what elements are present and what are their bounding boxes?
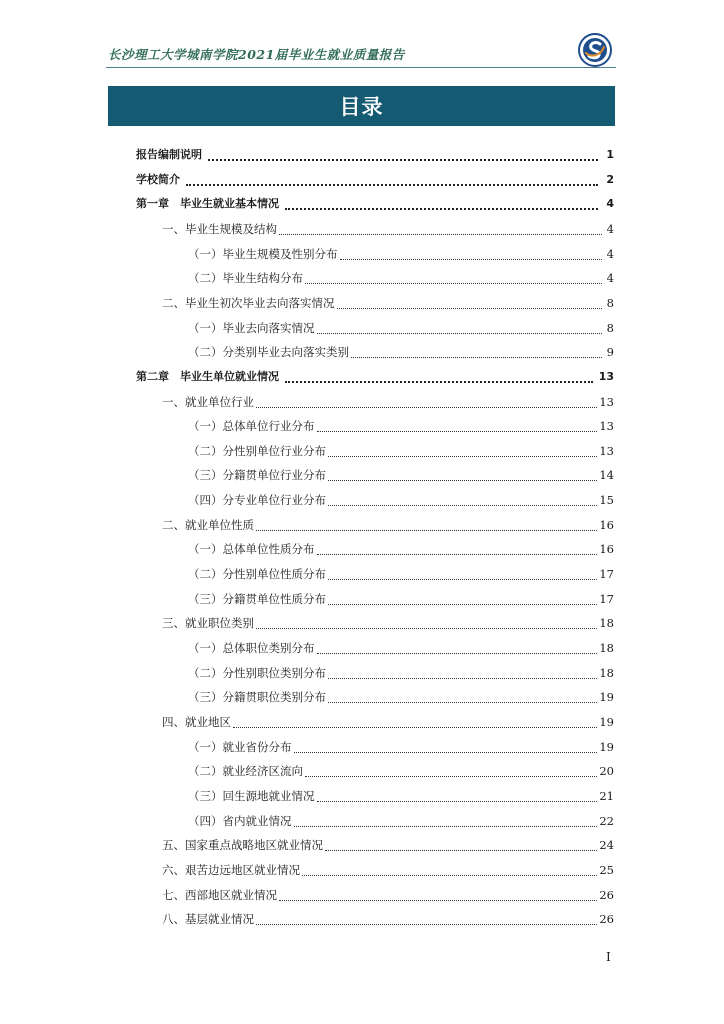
toc-entry[interactable]: [188, 443, 614, 459]
toc-entry-page: 18: [599, 666, 614, 680]
toc-entry-label: （三）回生源地就业情况: [188, 789, 315, 803]
toc-entry-page: 17: [599, 567, 614, 581]
toc-leader-dots: [279, 224, 602, 235]
toc-entry-page: 16: [599, 542, 614, 556]
toc-entry-page: 13: [599, 395, 614, 409]
toc-entry[interactable]: [188, 492, 614, 508]
toc-entry-label: （二）分性别单位行业分布: [188, 444, 326, 458]
toc-entry[interactable]: [188, 591, 614, 607]
toc-leader-dots: [340, 249, 603, 260]
toc-leader-dots: [328, 446, 597, 457]
toc-leader-dots: [317, 791, 598, 802]
toc-entry-page: 19: [599, 715, 614, 729]
toc-entry[interactable]: [162, 862, 614, 878]
toc-entry-page: 13: [598, 370, 614, 383]
toc-entry[interactable]: [188, 566, 614, 582]
toc-entry-label: 八、基层就业情况: [162, 912, 254, 926]
toc-entry-page: 14: [599, 468, 614, 482]
toc-entry-page: 2: [606, 173, 614, 186]
toc-leader-dots: [208, 150, 598, 161]
toc-entry-label: （二）毕业生结构分布: [188, 271, 303, 285]
toc-entry-page: 22: [599, 814, 614, 828]
toc-entry[interactable]: [162, 837, 614, 853]
toc-entry[interactable]: [162, 887, 614, 903]
toc-entry-label: （二）分性别单位性质分布: [188, 567, 326, 581]
toc-leader-dots: [256, 914, 597, 925]
toc-leader-dots: [317, 421, 598, 432]
toc-entry-label: （一）总体单位性质分布: [188, 542, 315, 556]
toc-entry-label: （二）分类别毕业去向落实类别: [188, 345, 349, 359]
toc-leader-dots: [233, 717, 597, 728]
toc-leader-dots: [285, 199, 598, 210]
toc-entry-label: 四、就业地区: [162, 715, 231, 729]
toc-entry[interactable]: [188, 689, 614, 705]
toc-leader-dots: [256, 397, 597, 408]
toc-entry[interactable]: [188, 640, 614, 656]
toc-entry-page: 8: [606, 321, 614, 335]
toc-entry-page: 4: [606, 247, 614, 261]
toc-leader-dots: [328, 495, 597, 506]
toc-entry-label: （三）分籍贯单位性质分布: [188, 592, 326, 606]
toc-entry-page: 19: [599, 740, 614, 754]
toc-entry-label: （一）总体单位行业分布: [188, 419, 315, 433]
toc-leader-dots: [328, 692, 597, 703]
toc-entry-label: （三）分籍贯单位行业分布: [188, 468, 326, 482]
toc-entry-label: （三）分籍贯职位类别分布: [188, 690, 326, 704]
toc-entry[interactable]: [136, 172, 614, 188]
toc-leader-dots: [328, 668, 597, 679]
toc-entry-page: 4: [606, 222, 614, 236]
toc-entry-label: 二、毕业生初次毕业去向落实情况: [162, 296, 335, 310]
toc-entry[interactable]: [188, 813, 614, 829]
toc-entry[interactable]: [162, 714, 614, 730]
toc-entry[interactable]: [188, 320, 614, 336]
toc-entry-label: （一）就业省份分布: [188, 740, 292, 754]
toc-entry-page: 13: [599, 444, 614, 458]
toc-entry-label: 七、西部地区就业情况: [162, 888, 277, 902]
toc-entry-page: 26: [599, 912, 614, 926]
toc-entry-label: 二、就业单位性质: [162, 518, 254, 532]
toc-entry[interactable]: [188, 541, 614, 557]
toc-leader-dots: [256, 520, 597, 531]
toc-leader-dots: [337, 298, 603, 309]
toc-entry-page: 26: [599, 888, 614, 902]
toc-entry-label: 一、就业单位行业: [162, 395, 254, 409]
toc-entry[interactable]: [162, 615, 614, 631]
toc-leader-dots: [279, 890, 597, 901]
toc-entry-label: （一）毕业去向落实情况: [188, 321, 315, 335]
toc-entry[interactable]: [188, 246, 614, 262]
toc-entry-label: 一、毕业生规模及结构: [162, 222, 277, 236]
toc-entry-page: 16: [599, 518, 614, 532]
toc-leader-dots: [294, 816, 598, 827]
toc-leader-dots: [325, 840, 597, 851]
toc-leader-dots: [256, 618, 597, 629]
toc-entry[interactable]: [162, 517, 614, 533]
toc-leader-dots: [305, 273, 602, 284]
toc-entry[interactable]: [188, 665, 614, 681]
toc-entry[interactable]: [136, 196, 614, 212]
toc-entry-page: 21: [599, 789, 614, 803]
toc-leader-dots: [305, 766, 597, 777]
toc-entry[interactable]: [162, 394, 614, 410]
toc-entry-page: 1: [606, 148, 614, 161]
toc-entry[interactable]: [136, 369, 614, 385]
toc-leader-dots: [351, 347, 602, 358]
toc-entry-page: 4: [606, 197, 614, 210]
toc-entry-label: （一）毕业生规模及性别分布: [188, 247, 338, 261]
toc-leader-dots: [317, 643, 598, 654]
toc-entry[interactable]: [162, 911, 614, 927]
page-title: 目录: [108, 86, 615, 126]
toc-entry[interactable]: [136, 147, 614, 163]
toc-leader-dots: [285, 372, 593, 383]
toc-leader-dots: [302, 865, 597, 876]
toc-entry-page: 18: [599, 641, 614, 655]
toc-entry-label: 三、就业职位类别: [162, 616, 254, 630]
toc-entry-label: 学校简介: [136, 173, 180, 186]
toc-entry[interactable]: [188, 788, 614, 804]
toc-entry[interactable]: [162, 221, 614, 237]
toc-entry[interactable]: [188, 739, 614, 755]
toc-leader-dots: [294, 742, 598, 753]
toc-entry-label: （四）分专业单位行业分布: [188, 493, 326, 507]
toc-entry[interactable]: [188, 344, 614, 360]
toc-entry-label: （一）总体职位类别分布: [188, 641, 315, 655]
toc-leader-dots: [186, 175, 598, 186]
toc-entry-label: （二）分性别职位类别分布: [188, 666, 326, 680]
toc-entry[interactable]: [188, 418, 614, 434]
toc-leader-dots: [328, 569, 597, 580]
toc-entry[interactable]: [188, 763, 614, 779]
toc-entry-label: （四）省内就业情况: [188, 814, 292, 828]
toc-entry-label: 第二章 毕业生单位就业情况: [136, 370, 279, 383]
toc-entry-page: 4: [606, 271, 614, 285]
toc-entry-page: 20: [599, 764, 614, 778]
toc-entry-page: 24: [599, 838, 614, 852]
toc-entry[interactable]: [188, 270, 614, 286]
toc-leader-dots: [317, 323, 603, 334]
toc-entry-page: 15: [599, 493, 614, 507]
toc-entry-label: （二）就业经济区流向: [188, 764, 303, 778]
header-title: 长沙理工大学城南学院2021届毕业生就业质量报告: [108, 47, 405, 62]
toc-entry-label: 报告编制说明: [136, 148, 202, 161]
toc-entry-page: 8: [606, 296, 614, 310]
toc-entry[interactable]: [188, 467, 614, 483]
toc-entry-page: 17: [599, 592, 614, 606]
toc-entry-page: 18: [599, 616, 614, 630]
toc-entry[interactable]: [162, 295, 614, 311]
toc-leader-dots: [317, 544, 598, 555]
toc-entry-page: 9: [606, 345, 614, 359]
page-number: I: [606, 950, 611, 964]
toc-entry-label: 六、艰苦边远地区就业情况: [162, 863, 300, 877]
toc-leader-dots: [328, 470, 597, 481]
toc-entry-page: 25: [599, 863, 614, 877]
toc-entry-page: 13: [599, 419, 614, 433]
toc-leader-dots: [328, 594, 597, 605]
toc-entry-label: 第一章 毕业生就业基本情况: [136, 197, 279, 210]
toc-entry-page: 19: [599, 690, 614, 704]
toc-entry-label: 五、国家重点战略地区就业情况: [162, 838, 323, 852]
